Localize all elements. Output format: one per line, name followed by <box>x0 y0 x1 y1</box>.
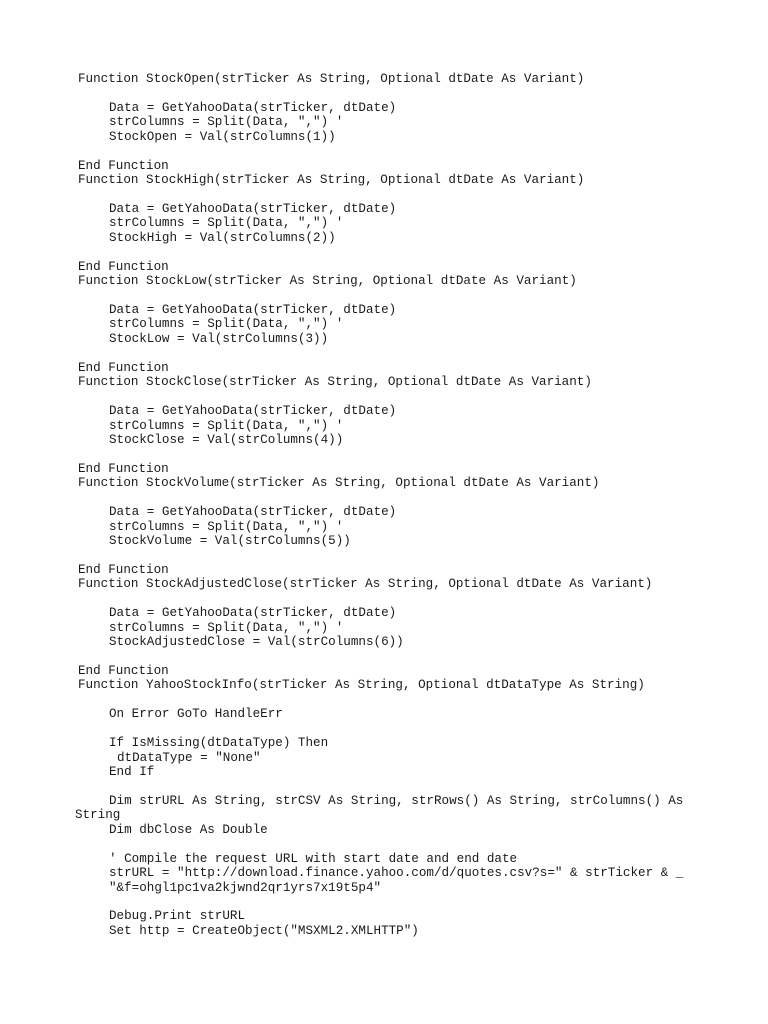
code-line: strColumns = Split(Data, ",") ' <box>109 115 344 130</box>
blank-line <box>78 837 718 851</box>
code-line: Data = GetYahooData(strTicker, dtDate) <box>109 505 397 520</box>
blank-line <box>78 390 718 404</box>
code-line: "&f=ohgl1pc1va2kjwnd2qr1yrs7x19t5p4" <box>109 880 382 895</box>
code-line: End Function <box>78 259 169 274</box>
blank-line <box>78 144 718 158</box>
code-line: Function StockLow(strTicker As String, Optional dtDate As Variant) <box>78 274 577 289</box>
code-line: StockHigh = Val(strColumns(2)) <box>109 230 336 245</box>
code-line: End Function <box>78 158 169 173</box>
blank-line <box>78 722 718 736</box>
blank-line <box>78 548 718 562</box>
code-line: Set http = CreateObject("MSXML2.XMLHTTP") <box>109 923 419 938</box>
code-line: Function StockAdjustedClose(strTicker As String, Optional dtDate As Variant) <box>78 577 653 592</box>
code-line: StockAdjustedClose = Val(strColumns(6)) <box>109 635 404 650</box>
code-line: Function YahooStockInfo(strTicker As String, Optional dtDataType As String) <box>78 678 645 693</box>
code-line: Data = GetYahooData(strTicker, dtDate) <box>109 606 397 621</box>
code-line: Dim dbClose As Double <box>109 822 268 837</box>
code-line: StockClose = Val(strColumns(4)) <box>109 432 344 447</box>
code-line: Data = GetYahooData(strTicker, dtDate) <box>109 100 397 115</box>
code-line: StockVolume = Val(strColumns(5)) <box>109 534 351 548</box>
blank-line <box>78 650 718 664</box>
blank-line <box>78 346 718 360</box>
code-line: Data = GetYahooData(strTicker, dtDate) <box>109 404 397 419</box>
code-line: Data = GetYahooData(strTicker, dtDate) <box>109 201 397 216</box>
code-line: strColumns = Split(Data, ",") ' <box>109 418 344 433</box>
code-line: strColumns = Split(Data, ",") ' <box>109 519 344 534</box>
blank-line <box>78 188 718 202</box>
code-line: If IsMissing(dtDataType) Then <box>109 736 329 751</box>
code-line: Function StockHigh(strTicker As String, Optional dtDate As Variant) <box>78 173 585 188</box>
code-line: StockOpen = Val(strColumns(1)) <box>109 129 336 144</box>
code-line: strColumns = Split(Data, ",") ' <box>109 620 344 635</box>
blank-line <box>78 86 718 100</box>
code-line: End Function <box>78 360 169 375</box>
code-line: End If <box>109 765 155 779</box>
code-listing <box>75 72 718 938</box>
code-line: End Function <box>78 663 169 678</box>
code-line: ' Compile the request URL with start date and end date <box>109 851 518 866</box>
code-line: Dim strURL As String, strCSV As String, strRows() As String, strColumns() As <box>109 793 684 808</box>
code-line: strColumns = Split(Data, ",") ' <box>109 216 344 231</box>
code-line: strColumns = Split(Data, ",") ' <box>109 317 344 332</box>
blank-line <box>78 447 718 461</box>
blank-line <box>78 779 718 793</box>
blank-line <box>78 245 718 259</box>
blank-line <box>78 693 718 707</box>
code-line: strURL = "http://download.finance.yahoo.com/d/quotes.csv?s=" & strTicker & _ <box>109 866 684 881</box>
code-line: On Error GoTo HandleErr <box>109 707 283 722</box>
code-line: End Function <box>78 461 169 476</box>
blank-line <box>78 592 718 606</box>
blank-line <box>78 895 718 909</box>
code-line: End Function <box>78 562 169 577</box>
code-line: Data = GetYahooData(strTicker, dtDate) <box>109 303 397 317</box>
code-line: Function StockClose(strTicker As String, Optional dtDate As Variant) <box>78 375 592 390</box>
blank-line <box>78 491 718 505</box>
code-line: Debug.Print strURL <box>109 909 246 924</box>
code-line: dtDataType = "None" <box>117 750 261 765</box>
code-line: StockLow = Val(strColumns(3)) <box>109 331 329 346</box>
blank-line <box>78 289 718 303</box>
code-line: Function StockOpen(strTicker As String, Optional dtDate As Variant) <box>78 72 585 86</box>
code-line: String <box>75 808 121 823</box>
code-line: Function StockVolume(strTicker As String, Optional dtDate As Variant) <box>78 476 600 491</box>
